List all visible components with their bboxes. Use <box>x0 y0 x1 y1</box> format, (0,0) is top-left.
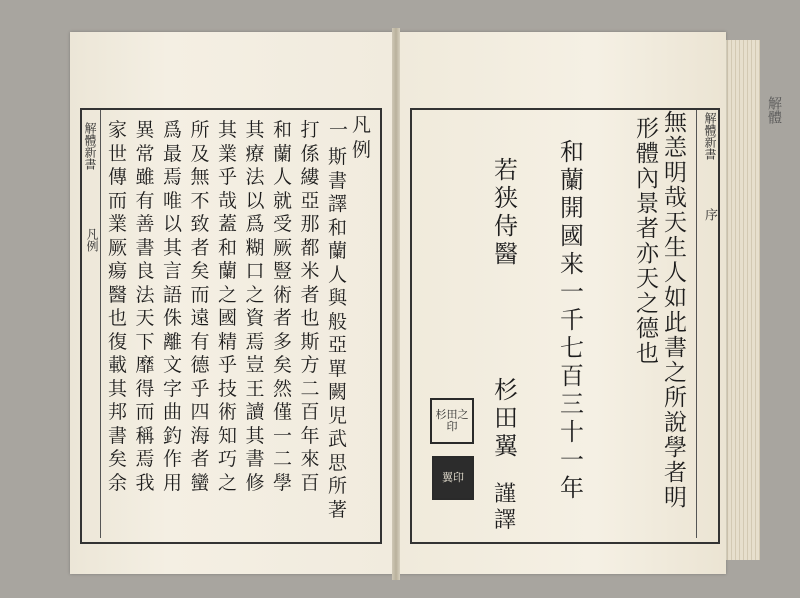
preface-char: 書 <box>664 335 687 361</box>
body-char: 最 <box>163 142 183 165</box>
era-line <box>560 140 584 500</box>
body-char: 致 <box>190 213 210 235</box>
body-char: 知 <box>218 424 238 447</box>
right-margin-title: 解體新書 <box>703 112 717 160</box>
preface-char: 德 <box>636 316 659 342</box>
body-char: 有 <box>135 189 155 212</box>
body-char: 矣 <box>273 354 293 376</box>
preface-char: 體 <box>636 141 659 167</box>
preface-char: 天 <box>664 210 687 236</box>
preface-char: 天 <box>636 266 659 292</box>
body-char: 之 <box>218 471 238 494</box>
body-char: 哉 <box>218 189 238 212</box>
era-char: 蘭 <box>560 166 584 194</box>
body-char: 書 <box>328 169 348 192</box>
preface-char: 人 <box>664 260 687 286</box>
body-char: 異 <box>135 119 155 141</box>
right-margin-section: 序 <box>702 208 717 221</box>
preface-char: 無 <box>664 110 687 136</box>
era-char: 一 <box>560 278 584 306</box>
body-char: 字 <box>163 377 183 400</box>
body-char: 所 <box>328 475 348 497</box>
era-char: 十 <box>560 418 584 446</box>
upper-seal: 杉田之印 <box>430 398 474 444</box>
heading-char: 例 <box>352 139 372 161</box>
body-char: 用 <box>163 471 183 494</box>
body-char: 我 <box>135 471 155 494</box>
book-gutter <box>392 28 400 580</box>
body-char: 亞 <box>328 334 348 356</box>
body-char: 乎 <box>190 377 210 400</box>
body-char: 學 <box>273 471 293 494</box>
body-char: 下 <box>135 330 155 353</box>
preface-char: 哉 <box>664 185 687 211</box>
preface-char: 明 <box>664 485 687 511</box>
preface-char: 說 <box>664 410 687 436</box>
body-char: 唯 <box>163 189 183 212</box>
body-char: 者 <box>300 283 320 306</box>
left-margin-title: 解體新書 <box>83 122 97 170</box>
body-char: 其 <box>245 424 265 447</box>
preface-char: 內 <box>636 166 659 192</box>
left-margin-section: 凡例 <box>85 228 99 252</box>
body-char: 米 <box>300 260 320 282</box>
body-char: 厥 <box>273 236 293 259</box>
body-char: 打 <box>300 119 320 141</box>
author-suffix-char: 謹 <box>494 482 517 507</box>
body-char: 焉 <box>245 330 265 353</box>
body-char: 所 <box>190 119 210 141</box>
preface-char: 形 <box>636 116 659 142</box>
left-body-column <box>163 121 182 493</box>
body-char: 児 <box>328 404 348 427</box>
left-body-column <box>301 121 320 493</box>
body-char: 業 <box>218 142 238 165</box>
body-char: 世 <box>108 142 128 165</box>
left-body-column <box>218 121 237 493</box>
right-margin-rule <box>696 110 697 538</box>
body-char: 與 <box>328 287 348 309</box>
body-char: 精 <box>218 330 238 353</box>
body-char: 瘍 <box>108 260 128 282</box>
body-char: 讀 <box>245 401 265 423</box>
body-char: 以 <box>163 213 183 235</box>
body-char: 譯 <box>328 193 348 215</box>
body-char: 技 <box>218 377 238 400</box>
preface-char: 之 <box>636 291 659 317</box>
body-char: 書 <box>108 424 128 447</box>
preface-column <box>664 112 687 510</box>
preface-char: 也 <box>636 341 659 367</box>
preface-char: 者 <box>664 460 687 486</box>
body-char: 術 <box>273 283 293 306</box>
body-char: 海 <box>190 424 210 447</box>
body-char: 而 <box>190 283 210 306</box>
body-char: 國 <box>218 307 238 329</box>
body-char: 釣 <box>163 424 183 447</box>
body-char: 二 <box>300 377 320 400</box>
body-char: 百 <box>300 401 320 423</box>
author-domain-char: 狭 <box>494 184 518 212</box>
body-char: 焉 <box>163 166 183 188</box>
era-char: 年 <box>560 474 584 502</box>
body-char: 也 <box>300 307 320 329</box>
body-char: 武 <box>328 428 348 450</box>
page-edge-tag: 解體 <box>766 96 782 124</box>
author-domain-char: 侍 <box>494 212 518 240</box>
body-char: 四 <box>190 401 210 423</box>
body-char: 豎 <box>273 260 293 282</box>
body-char: 療 <box>245 142 265 165</box>
body-char: 蘭 <box>273 142 293 165</box>
body-char: 及 <box>190 142 210 165</box>
body-char: 蓋 <box>218 213 238 235</box>
left-body-column <box>136 121 155 493</box>
body-char: 那 <box>300 213 320 235</box>
body-char: 蘭 <box>218 260 238 282</box>
body-char: 乎 <box>218 166 238 188</box>
body-char: 書 <box>135 236 155 259</box>
body-char: 業 <box>108 213 128 235</box>
body-char: 方 <box>300 354 320 376</box>
body-char: 其 <box>108 377 128 400</box>
body-char: 就 <box>273 189 293 212</box>
body-char: 乎 <box>218 354 238 376</box>
left-body-column <box>246 121 265 493</box>
lower-seal: 翼印 <box>432 456 474 500</box>
body-char: 著 <box>328 498 348 521</box>
body-char: 曲 <box>163 401 183 423</box>
body-char: 家 <box>108 119 128 141</box>
body-char: 無 <box>190 166 210 188</box>
body-char: 常 <box>135 142 155 165</box>
author-name-char: 田 <box>494 404 518 432</box>
body-char: 資 <box>245 307 265 329</box>
body-char: 闕 <box>328 381 348 403</box>
author-suffix-char: 譯 <box>494 508 517 533</box>
body-char: 術 <box>218 401 238 423</box>
body-char: 般 <box>328 310 348 333</box>
body-char: 有 <box>190 330 210 353</box>
body-char: 而 <box>108 189 128 212</box>
body-char: 雖 <box>135 166 155 188</box>
body-char: 善 <box>135 213 155 235</box>
body-char: 稱 <box>135 424 155 447</box>
era-char: 一 <box>560 446 584 474</box>
preface-char: 此 <box>664 310 687 336</box>
body-char: 者 <box>273 307 293 329</box>
author-domain-char: 醫 <box>494 240 518 268</box>
body-char: 豈 <box>245 354 265 376</box>
body-char: 蠻 <box>190 471 210 494</box>
body-char: 語 <box>163 283 183 306</box>
body-char: 思 <box>328 451 348 474</box>
body-char: 爲 <box>163 119 183 141</box>
author-name <box>494 378 518 458</box>
preface-char: 生 <box>664 235 687 261</box>
body-char: 蘭 <box>328 240 348 262</box>
body-char: 法 <box>135 283 155 306</box>
body-char: 糊 <box>245 236 265 259</box>
body-char: 厥 <box>108 236 128 259</box>
left-margin-rule <box>100 110 101 538</box>
author-domain <box>494 158 518 266</box>
body-char: 靡 <box>135 354 155 376</box>
body-char: 天 <box>135 307 155 329</box>
preface-char: 之 <box>664 360 687 386</box>
body-char: 余 <box>108 471 128 494</box>
body-char: 巧 <box>218 448 238 470</box>
body-char: 修 <box>245 471 265 494</box>
body-char: 一 <box>273 424 293 447</box>
body-char: 遠 <box>190 307 210 329</box>
body-char: 德 <box>190 354 210 376</box>
body-char: 矣 <box>190 260 210 282</box>
body-char: 侏 <box>163 307 183 329</box>
body-char: 口 <box>245 260 265 282</box>
body-char: 亞 <box>300 189 320 212</box>
era-char: 七 <box>560 334 584 362</box>
body-char: 受 <box>273 213 293 235</box>
body-char: 而 <box>135 401 155 423</box>
era-char: 和 <box>560 138 584 166</box>
era-char: 来 <box>560 250 584 278</box>
body-char: 者 <box>190 236 210 259</box>
body-char: 之 <box>218 283 238 306</box>
body-char: 邦 <box>108 401 128 423</box>
preface-char: 景 <box>636 191 659 217</box>
body-char: 其 <box>218 119 238 141</box>
body-char: 以 <box>245 189 265 212</box>
author-name-char: 翼 <box>494 432 518 460</box>
left-heading <box>352 116 371 160</box>
body-char: 載 <box>108 354 128 376</box>
author-suffix <box>494 484 516 532</box>
body-char: 僅 <box>273 401 293 423</box>
body-char: 王 <box>245 377 265 400</box>
body-char: 者 <box>190 448 210 470</box>
left-body-column <box>108 121 127 493</box>
era-char: 國 <box>560 222 584 250</box>
body-char: 縷 <box>300 166 320 188</box>
body-char: 和 <box>218 236 238 259</box>
body-char: 不 <box>190 189 210 212</box>
body-char: 和 <box>273 119 293 141</box>
preface-char: 明 <box>664 160 687 186</box>
preface-char: 學 <box>664 435 687 461</box>
left-bullet <box>329 121 348 140</box>
body-char: 二 <box>273 448 293 470</box>
body-char: 文 <box>163 354 183 376</box>
body-char: 書 <box>245 448 265 470</box>
body-char: 然 <box>273 377 293 400</box>
era-char: 三 <box>560 390 584 418</box>
body-char: 和 <box>328 216 348 239</box>
body-char: 傳 <box>108 166 128 188</box>
era-char: 千 <box>560 306 584 334</box>
body-char: 來 <box>300 448 320 470</box>
body-char: 百 <box>300 471 320 494</box>
preface-char: 恙 <box>664 135 687 161</box>
body-char: 復 <box>108 330 128 353</box>
page-edges <box>724 40 760 560</box>
body-char: 斯 <box>328 146 348 168</box>
body-char: 得 <box>135 377 155 400</box>
bullet-char: 一 <box>329 119 349 141</box>
body-char: 良 <box>135 260 155 282</box>
author-name-char: 杉 <box>494 376 518 404</box>
body-char: 離 <box>163 330 183 353</box>
body-char: 係 <box>300 142 320 165</box>
body-char: 矣 <box>108 448 128 470</box>
left-body-column <box>328 148 347 520</box>
left-body-column <box>191 121 210 493</box>
body-char: 斯 <box>300 330 320 353</box>
preface-column <box>636 118 659 366</box>
era-char: 開 <box>560 194 584 222</box>
heading-char: 凡 <box>352 114 372 136</box>
body-char: 法 <box>245 166 265 188</box>
left-body-column <box>273 121 292 493</box>
body-char: 都 <box>300 236 320 259</box>
preface-char: 者 <box>636 216 659 242</box>
body-char: 之 <box>245 283 265 306</box>
body-char: 作 <box>163 448 183 470</box>
preface-char: 所 <box>664 385 687 411</box>
body-char: 醫 <box>108 283 128 306</box>
preface-char: 亦 <box>636 241 659 267</box>
body-char: 焉 <box>135 448 155 470</box>
body-char: 爲 <box>245 213 265 235</box>
body-char: 多 <box>273 330 293 353</box>
era-char: 百 <box>560 362 584 390</box>
preface-char: 如 <box>664 285 687 311</box>
body-char: 其 <box>245 119 265 141</box>
body-char: 也 <box>108 307 128 329</box>
body-char: 單 <box>328 357 348 380</box>
author-domain-char: 若 <box>494 156 518 184</box>
body-char: 人 <box>273 166 293 188</box>
body-char: 言 <box>163 260 183 282</box>
body-char: 人 <box>328 263 348 286</box>
body-char: 其 <box>163 236 183 259</box>
body-char: 年 <box>300 424 320 447</box>
